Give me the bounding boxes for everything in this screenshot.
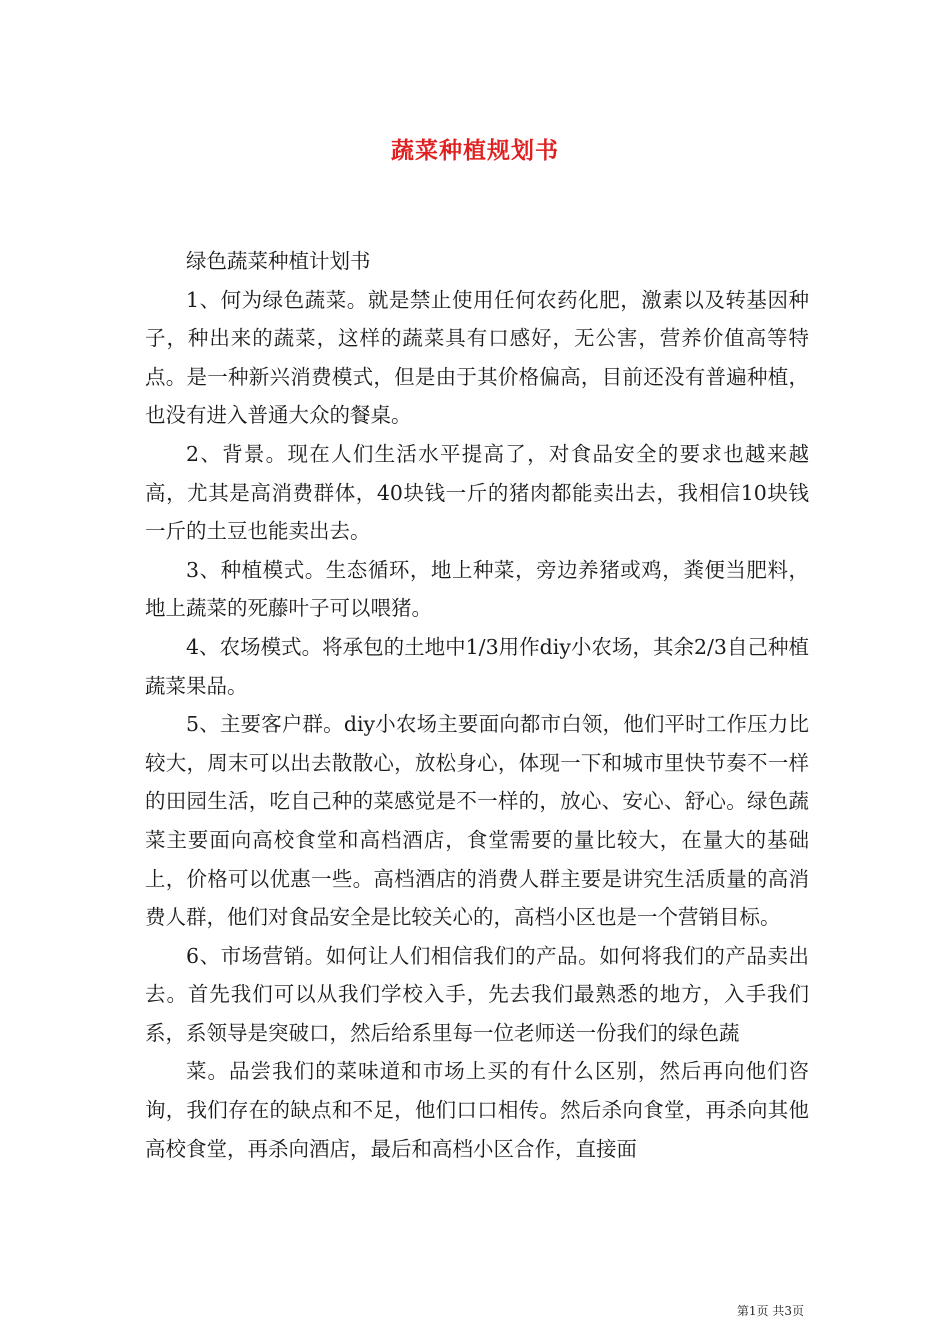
paragraph-marketing: 6、市场营销。如何让人们相信我们的产品。如何将我们的产品卖出去。首先我们可以从我们学校入手，先去我们最熟悉的地方，入手我们系，系领导是突破口，然后给系里每一位老师送一份我们的绿色蔬 bbox=[145, 943, 809, 1045]
subtitle-paragraph: 绿色蔬菜种植计划书 bbox=[186, 249, 371, 273]
page-number: 第1页 共3页 bbox=[736, 1304, 804, 1318]
page-title: 蔬菜种植规划书 bbox=[391, 137, 559, 164]
paragraph-background: 2、背景。现在人们生活水平提高了，对食品安全的要求也越来越高，尤其是高消费群体，40块钱一斤的猪肉都能卖出去，我相信10块钱一斤的土豆也能卖出去。 bbox=[145, 441, 809, 544]
document-body bbox=[145, 242, 809, 1168]
paragraph-farm-mode: 4、农场模式。将承包的土地中1/3用作diy小农场，其余2/3自己种植蔬菜果品。 bbox=[145, 634, 809, 698]
paragraph-planting-mode: 3、种植模式。生态循环，地上种菜，旁边养猪或鸡，粪便当肥料，地上蔬菜的死藤叶子可以喂猪。 bbox=[145, 557, 809, 621]
paragraph-customers: 5、主要客户群。diy小农场主要面向都市白领，他们平时工作压力比较大，周末可以出去散散心，放松身心，体现一下和城市里快节奏不一样的田园生活，吃自己种的菜感觉是不一样的，放心、安心、舒心。绿色蔬菜主要面向高校食堂和高档酒店，食堂需要的量比较大，在量大的基础上，价格可以优惠一些。高档酒店的消费人群主要是讲究生活质量的高消费人群，他们对食品安全是比较关心的，高档小区也是一个营销目标。 bbox=[145, 712, 809, 930]
paragraph-definition: 1、何为绿色蔬菜。就是禁止使用任何农药化肥，激素以及转基因种子，种出来的蔬菜，这样的蔬菜具有口感好，无公害，营养价值高等特点。是一种新兴消费模式，但是由于其价格偏高，目前还没有普遍种植，也没有进入普通大众的餐桌。 bbox=[145, 287, 809, 428]
paragraph-marketing-continued: 菜。品尝我们的菜味道和市场上买的有什么区别，然后再向他们咨询，我们存在的缺点和不足，他们口口相传。然后杀向食堂，再杀向其他高校食堂，再杀向酒店，最后和高档小区合作，直接面 bbox=[145, 1059, 809, 1161]
